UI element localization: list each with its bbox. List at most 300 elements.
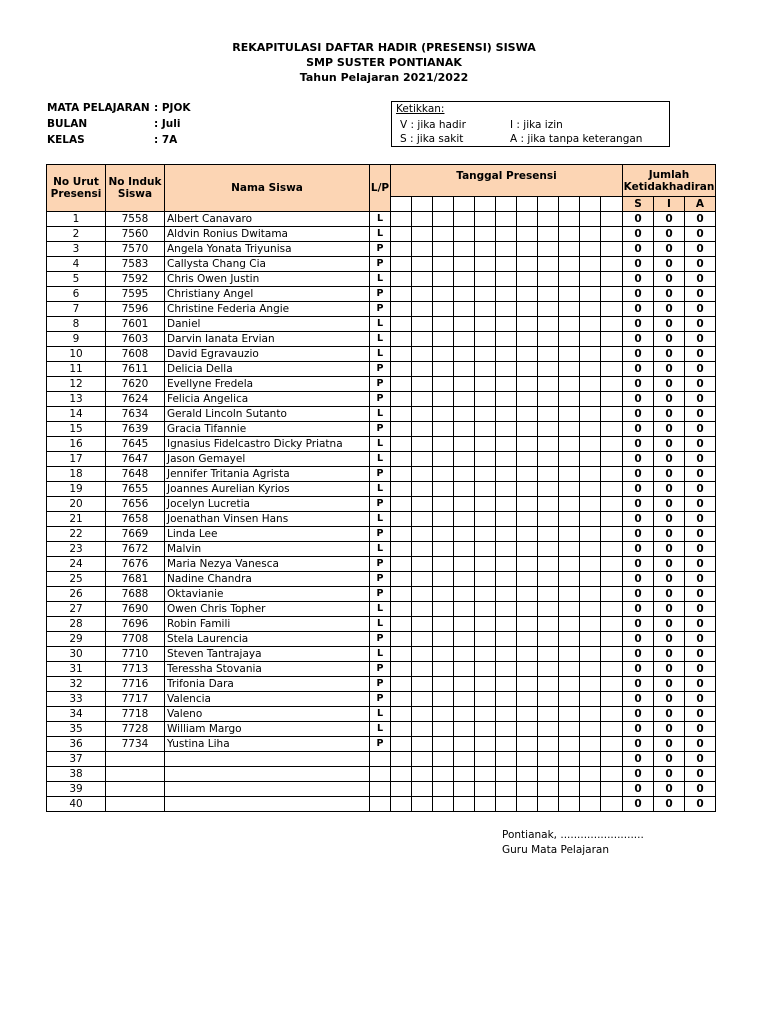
cell-tanggal[interactable] <box>454 752 475 767</box>
cell-tanggal[interactable] <box>412 692 433 707</box>
cell-tanggal[interactable] <box>538 272 559 287</box>
cell-tanggal[interactable] <box>454 587 475 602</box>
cell-tanggal[interactable] <box>517 782 538 797</box>
cell-tanggal[interactable] <box>538 212 559 227</box>
cell-tanggal[interactable] <box>517 332 538 347</box>
cell-tanggal[interactable] <box>391 437 412 452</box>
cell-tanggal[interactable] <box>391 407 412 422</box>
cell-tanggal[interactable] <box>580 497 601 512</box>
cell-tanggal[interactable] <box>454 362 475 377</box>
cell-tanggal[interactable] <box>538 752 559 767</box>
cell-tanggal[interactable] <box>433 527 454 542</box>
cell-tanggal[interactable] <box>412 317 433 332</box>
cell-tanggal[interactable] <box>433 602 454 617</box>
cell-tanggal[interactable] <box>391 647 412 662</box>
cell-tanggal[interactable] <box>559 257 580 272</box>
cell-tanggal[interactable] <box>538 452 559 467</box>
cell-tanggal[interactable] <box>538 797 559 812</box>
cell-tanggal[interactable] <box>475 377 496 392</box>
cell-tanggal[interactable] <box>454 602 475 617</box>
cell-tanggal[interactable] <box>454 422 475 437</box>
cell-tanggal[interactable] <box>412 272 433 287</box>
cell-tanggal[interactable] <box>559 722 580 737</box>
cell-tanggal[interactable] <box>433 212 454 227</box>
cell-tanggal[interactable] <box>391 797 412 812</box>
cell-tanggal[interactable] <box>580 302 601 317</box>
cell-tanggal[interactable] <box>496 647 517 662</box>
cell-tanggal[interactable] <box>580 467 601 482</box>
cell-tanggal[interactable] <box>412 287 433 302</box>
cell-tanggal[interactable] <box>517 647 538 662</box>
cell-tanggal[interactable] <box>475 467 496 482</box>
cell-tanggal[interactable] <box>391 572 412 587</box>
cell-tanggal[interactable] <box>454 662 475 677</box>
cell-tanggal[interactable] <box>496 512 517 527</box>
cell-tanggal[interactable] <box>433 287 454 302</box>
cell-tanggal[interactable] <box>475 362 496 377</box>
cell-tanggal[interactable] <box>496 572 517 587</box>
cell-tanggal[interactable] <box>433 632 454 647</box>
cell-tanggal[interactable] <box>517 692 538 707</box>
cell-tanggal[interactable] <box>475 677 496 692</box>
cell-tanggal[interactable] <box>412 362 433 377</box>
cell-tanggal[interactable] <box>454 212 475 227</box>
cell-tanggal[interactable] <box>454 512 475 527</box>
cell-tanggal[interactable] <box>412 527 433 542</box>
cell-tanggal[interactable] <box>412 497 433 512</box>
cell-tanggal[interactable] <box>601 512 623 527</box>
cell-tanggal[interactable] <box>601 722 623 737</box>
cell-tanggal[interactable] <box>454 437 475 452</box>
cell-tanggal[interactable] <box>391 677 412 692</box>
cell-tanggal[interactable] <box>601 362 623 377</box>
cell-tanggal[interactable] <box>496 752 517 767</box>
cell-tanggal[interactable] <box>454 467 475 482</box>
cell-tanggal[interactable] <box>391 362 412 377</box>
cell-tanggal[interactable] <box>433 692 454 707</box>
cell-tanggal[interactable] <box>454 737 475 752</box>
cell-tanggal[interactable] <box>559 797 580 812</box>
cell-tanggal[interactable] <box>580 527 601 542</box>
cell-tanggal[interactable] <box>496 392 517 407</box>
cell-tanggal[interactable] <box>601 662 623 677</box>
cell-tanggal[interactable] <box>517 542 538 557</box>
cell-tanggal[interactable] <box>475 512 496 527</box>
cell-tanggal[interactable] <box>433 497 454 512</box>
cell-tanggal[interactable] <box>601 677 623 692</box>
cell-tanggal[interactable] <box>517 617 538 632</box>
cell-tanggal[interactable] <box>475 587 496 602</box>
cell-tanggal[interactable] <box>391 332 412 347</box>
cell-tanggal[interactable] <box>580 287 601 302</box>
cell-tanggal[interactable] <box>412 392 433 407</box>
cell-tanggal[interactable] <box>433 452 454 467</box>
cell-tanggal[interactable] <box>538 662 559 677</box>
cell-tanggal[interactable] <box>412 407 433 422</box>
cell-tanggal[interactable] <box>391 542 412 557</box>
cell-tanggal[interactable] <box>601 797 623 812</box>
cell-tanggal[interactable] <box>496 497 517 512</box>
cell-tanggal[interactable] <box>601 242 623 257</box>
cell-tanggal[interactable] <box>580 692 601 707</box>
cell-tanggal[interactable] <box>454 677 475 692</box>
cell-tanggal[interactable] <box>601 452 623 467</box>
cell-tanggal[interactable] <box>391 767 412 782</box>
cell-tanggal[interactable] <box>580 587 601 602</box>
cell-tanggal[interactable] <box>454 497 475 512</box>
cell-tanggal[interactable] <box>601 347 623 362</box>
cell-tanggal[interactable] <box>454 542 475 557</box>
cell-tanggal[interactable] <box>538 617 559 632</box>
cell-tanggal[interactable] <box>475 707 496 722</box>
cell-tanggal[interactable] <box>559 467 580 482</box>
cell-tanggal[interactable] <box>433 227 454 242</box>
cell-tanggal[interactable] <box>538 287 559 302</box>
cell-tanggal[interactable] <box>412 332 433 347</box>
cell-tanggal[interactable] <box>580 452 601 467</box>
cell-tanggal[interactable] <box>496 587 517 602</box>
cell-tanggal[interactable] <box>391 782 412 797</box>
cell-tanggal[interactable] <box>391 737 412 752</box>
cell-tanggal[interactable] <box>538 677 559 692</box>
cell-tanggal[interactable] <box>517 392 538 407</box>
cell-tanggal[interactable] <box>538 647 559 662</box>
cell-tanggal[interactable] <box>580 677 601 692</box>
cell-tanggal[interactable] <box>601 407 623 422</box>
cell-tanggal[interactable] <box>454 332 475 347</box>
cell-tanggal[interactable] <box>454 347 475 362</box>
cell-tanggal[interactable] <box>412 782 433 797</box>
cell-tanggal[interactable] <box>475 242 496 257</box>
cell-tanggal[interactable] <box>538 767 559 782</box>
cell-tanggal[interactable] <box>517 737 538 752</box>
cell-tanggal[interactable] <box>517 422 538 437</box>
cell-tanggal[interactable] <box>496 617 517 632</box>
cell-tanggal[interactable] <box>580 407 601 422</box>
cell-tanggal[interactable] <box>580 272 601 287</box>
cell-tanggal[interactable] <box>433 737 454 752</box>
cell-tanggal[interactable] <box>601 482 623 497</box>
cell-tanggal[interactable] <box>580 317 601 332</box>
cell-tanggal[interactable] <box>538 242 559 257</box>
cell-tanggal[interactable] <box>433 482 454 497</box>
cell-tanggal[interactable] <box>433 242 454 257</box>
cell-tanggal[interactable] <box>475 542 496 557</box>
cell-tanggal[interactable] <box>601 602 623 617</box>
cell-tanggal[interactable] <box>496 362 517 377</box>
cell-tanggal[interactable] <box>496 272 517 287</box>
cell-tanggal[interactable] <box>517 662 538 677</box>
cell-tanggal[interactable] <box>517 602 538 617</box>
cell-tanggal[interactable] <box>433 782 454 797</box>
cell-tanggal[interactable] <box>559 767 580 782</box>
cell-tanggal[interactable] <box>433 767 454 782</box>
cell-tanggal[interactable] <box>580 617 601 632</box>
cell-tanggal[interactable] <box>412 212 433 227</box>
cell-tanggal[interactable] <box>496 287 517 302</box>
cell-tanggal[interactable] <box>433 752 454 767</box>
cell-tanggal[interactable] <box>517 212 538 227</box>
cell-tanggal[interactable] <box>391 602 412 617</box>
cell-tanggal[interactable] <box>538 527 559 542</box>
cell-tanggal[interactable] <box>601 632 623 647</box>
cell-tanggal[interactable] <box>475 212 496 227</box>
cell-tanggal[interactable] <box>580 737 601 752</box>
cell-tanggal[interactable] <box>475 287 496 302</box>
cell-tanggal[interactable] <box>559 452 580 467</box>
cell-tanggal[interactable] <box>391 422 412 437</box>
cell-tanggal[interactable] <box>538 602 559 617</box>
cell-tanggal[interactable] <box>433 437 454 452</box>
cell-tanggal[interactable] <box>391 257 412 272</box>
cell-tanggal[interactable] <box>496 332 517 347</box>
cell-tanggal[interactable] <box>433 317 454 332</box>
cell-tanggal[interactable] <box>517 512 538 527</box>
cell-tanggal[interactable] <box>496 542 517 557</box>
cell-tanggal[interactable] <box>496 782 517 797</box>
cell-tanggal[interactable] <box>391 452 412 467</box>
cell-tanggal[interactable] <box>601 587 623 602</box>
cell-tanggal[interactable] <box>496 677 517 692</box>
cell-tanggal[interactable] <box>538 362 559 377</box>
cell-tanggal[interactable] <box>601 527 623 542</box>
cell-tanggal[interactable] <box>580 377 601 392</box>
cell-tanggal[interactable] <box>433 677 454 692</box>
cell-tanggal[interactable] <box>475 572 496 587</box>
cell-tanggal[interactable] <box>601 332 623 347</box>
cell-tanggal[interactable] <box>433 407 454 422</box>
cell-tanggal[interactable] <box>538 482 559 497</box>
cell-tanggal[interactable] <box>412 422 433 437</box>
cell-tanggal[interactable] <box>559 617 580 632</box>
cell-tanggal[interactable] <box>475 437 496 452</box>
cell-tanggal[interactable] <box>433 257 454 272</box>
cell-tanggal[interactable] <box>538 512 559 527</box>
cell-tanggal[interactable] <box>475 497 496 512</box>
cell-tanggal[interactable] <box>412 242 433 257</box>
cell-tanggal[interactable] <box>475 332 496 347</box>
cell-tanggal[interactable] <box>538 332 559 347</box>
cell-tanggal[interactable] <box>454 302 475 317</box>
cell-tanggal[interactable] <box>412 767 433 782</box>
cell-tanggal[interactable] <box>517 467 538 482</box>
cell-tanggal[interactable] <box>559 332 580 347</box>
cell-tanggal[interactable] <box>454 572 475 587</box>
cell-tanggal[interactable] <box>454 722 475 737</box>
cell-tanggal[interactable] <box>454 227 475 242</box>
cell-tanggal[interactable] <box>601 377 623 392</box>
cell-tanggal[interactable] <box>475 227 496 242</box>
cell-tanggal[interactable] <box>517 272 538 287</box>
cell-tanggal[interactable] <box>433 662 454 677</box>
cell-tanggal[interactable] <box>517 257 538 272</box>
cell-tanggal[interactable] <box>496 737 517 752</box>
cell-tanggal[interactable] <box>475 692 496 707</box>
cell-tanggal[interactable] <box>454 482 475 497</box>
cell-tanggal[interactable] <box>559 497 580 512</box>
cell-tanggal[interactable] <box>412 452 433 467</box>
cell-tanggal[interactable] <box>475 347 496 362</box>
cell-tanggal[interactable] <box>496 437 517 452</box>
cell-tanggal[interactable] <box>475 617 496 632</box>
cell-tanggal[interactable] <box>517 347 538 362</box>
cell-tanggal[interactable] <box>454 782 475 797</box>
cell-tanggal[interactable] <box>601 572 623 587</box>
cell-tanggal[interactable] <box>412 302 433 317</box>
cell-tanggal[interactable] <box>559 557 580 572</box>
cell-tanggal[interactable] <box>517 227 538 242</box>
cell-tanggal[interactable] <box>580 572 601 587</box>
cell-tanggal[interactable] <box>601 212 623 227</box>
cell-tanggal[interactable] <box>433 467 454 482</box>
cell-tanggal[interactable] <box>580 242 601 257</box>
cell-tanggal[interactable] <box>496 377 517 392</box>
cell-tanggal[interactable] <box>496 347 517 362</box>
cell-tanggal[interactable] <box>454 767 475 782</box>
cell-tanggal[interactable] <box>454 287 475 302</box>
cell-tanggal[interactable] <box>391 347 412 362</box>
cell-tanggal[interactable] <box>538 422 559 437</box>
cell-tanggal[interactable] <box>454 797 475 812</box>
cell-tanggal[interactable] <box>454 632 475 647</box>
cell-tanggal[interactable] <box>580 332 601 347</box>
cell-tanggal[interactable] <box>517 302 538 317</box>
cell-tanggal[interactable] <box>517 722 538 737</box>
cell-tanggal[interactable] <box>580 632 601 647</box>
cell-tanggal[interactable] <box>559 227 580 242</box>
cell-tanggal[interactable] <box>454 377 475 392</box>
cell-tanggal[interactable] <box>538 587 559 602</box>
cell-tanggal[interactable] <box>559 392 580 407</box>
cell-tanggal[interactable] <box>391 377 412 392</box>
cell-tanggal[interactable] <box>475 752 496 767</box>
cell-tanggal[interactable] <box>454 272 475 287</box>
cell-tanggal[interactable] <box>580 212 601 227</box>
cell-tanggal[interactable] <box>475 632 496 647</box>
cell-tanggal[interactable] <box>559 662 580 677</box>
cell-tanggal[interactable] <box>601 302 623 317</box>
cell-tanggal[interactable] <box>517 572 538 587</box>
cell-tanggal[interactable] <box>412 557 433 572</box>
cell-tanggal[interactable] <box>475 452 496 467</box>
cell-tanggal[interactable] <box>580 782 601 797</box>
cell-tanggal[interactable] <box>559 737 580 752</box>
cell-tanggal[interactable] <box>538 737 559 752</box>
cell-tanggal[interactable] <box>433 392 454 407</box>
cell-tanggal[interactable] <box>412 677 433 692</box>
cell-tanggal[interactable] <box>538 542 559 557</box>
cell-tanggal[interactable] <box>496 467 517 482</box>
cell-tanggal[interactable] <box>496 227 517 242</box>
cell-tanggal[interactable] <box>433 272 454 287</box>
cell-tanggal[interactable] <box>601 647 623 662</box>
cell-tanggal[interactable] <box>496 242 517 257</box>
cell-tanggal[interactable] <box>580 512 601 527</box>
cell-tanggal[interactable] <box>601 737 623 752</box>
cell-tanggal[interactable] <box>559 707 580 722</box>
cell-tanggal[interactable] <box>538 407 559 422</box>
cell-tanggal[interactable] <box>580 257 601 272</box>
cell-tanggal[interactable] <box>517 632 538 647</box>
cell-tanggal[interactable] <box>433 797 454 812</box>
cell-tanggal[interactable] <box>475 302 496 317</box>
cell-tanggal[interactable] <box>517 377 538 392</box>
cell-tanggal[interactable] <box>559 587 580 602</box>
cell-tanggal[interactable] <box>475 272 496 287</box>
cell-tanggal[interactable] <box>601 317 623 332</box>
cell-tanggal[interactable] <box>496 452 517 467</box>
cell-tanggal[interactable] <box>538 722 559 737</box>
cell-tanggal[interactable] <box>517 497 538 512</box>
cell-tanggal[interactable] <box>391 527 412 542</box>
cell-tanggal[interactable] <box>475 602 496 617</box>
cell-tanggal[interactable] <box>391 497 412 512</box>
cell-tanggal[interactable] <box>538 692 559 707</box>
cell-tanggal[interactable] <box>601 542 623 557</box>
cell-tanggal[interactable] <box>559 422 580 437</box>
cell-tanggal[interactable] <box>559 212 580 227</box>
cell-tanggal[interactable] <box>433 572 454 587</box>
cell-tanggal[interactable] <box>601 497 623 512</box>
cell-tanggal[interactable] <box>559 317 580 332</box>
cell-tanggal[interactable] <box>454 257 475 272</box>
cell-tanggal[interactable] <box>496 707 517 722</box>
cell-tanggal[interactable] <box>580 752 601 767</box>
cell-tanggal[interactable] <box>433 347 454 362</box>
cell-tanggal[interactable] <box>412 587 433 602</box>
cell-tanggal[interactable] <box>517 317 538 332</box>
cell-tanggal[interactable] <box>454 407 475 422</box>
cell-tanggal[interactable] <box>538 782 559 797</box>
cell-tanggal[interactable] <box>559 572 580 587</box>
cell-tanggal[interactable] <box>475 422 496 437</box>
cell-tanggal[interactable] <box>496 257 517 272</box>
cell-tanggal[interactable] <box>475 722 496 737</box>
cell-tanggal[interactable] <box>433 722 454 737</box>
cell-tanggal[interactable] <box>559 512 580 527</box>
cell-tanggal[interactable] <box>559 677 580 692</box>
cell-tanggal[interactable] <box>496 797 517 812</box>
cell-tanggal[interactable] <box>601 782 623 797</box>
cell-tanggal[interactable] <box>601 557 623 572</box>
cell-tanggal[interactable] <box>538 302 559 317</box>
cell-tanggal[interactable] <box>517 527 538 542</box>
cell-tanggal[interactable] <box>433 617 454 632</box>
cell-tanggal[interactable] <box>580 227 601 242</box>
cell-tanggal[interactable] <box>601 692 623 707</box>
cell-tanggal[interactable] <box>391 752 412 767</box>
cell-tanggal[interactable] <box>517 242 538 257</box>
cell-tanggal[interactable] <box>538 557 559 572</box>
cell-tanggal[interactable] <box>412 542 433 557</box>
cell-tanggal[interactable] <box>475 737 496 752</box>
cell-tanggal[interactable] <box>475 782 496 797</box>
cell-tanggal[interactable] <box>580 422 601 437</box>
cell-tanggal[interactable] <box>538 377 559 392</box>
cell-tanggal[interactable] <box>454 692 475 707</box>
cell-tanggal[interactable] <box>391 707 412 722</box>
cell-tanggal[interactable] <box>517 557 538 572</box>
cell-tanggal[interactable] <box>559 407 580 422</box>
cell-tanggal[interactable] <box>496 722 517 737</box>
cell-tanggal[interactable] <box>580 722 601 737</box>
cell-tanggal[interactable] <box>538 467 559 482</box>
cell-tanggal[interactable] <box>412 437 433 452</box>
cell-tanggal[interactable] <box>601 257 623 272</box>
cell-tanggal[interactable] <box>475 407 496 422</box>
cell-tanggal[interactable] <box>475 662 496 677</box>
cell-tanggal[interactable] <box>391 482 412 497</box>
